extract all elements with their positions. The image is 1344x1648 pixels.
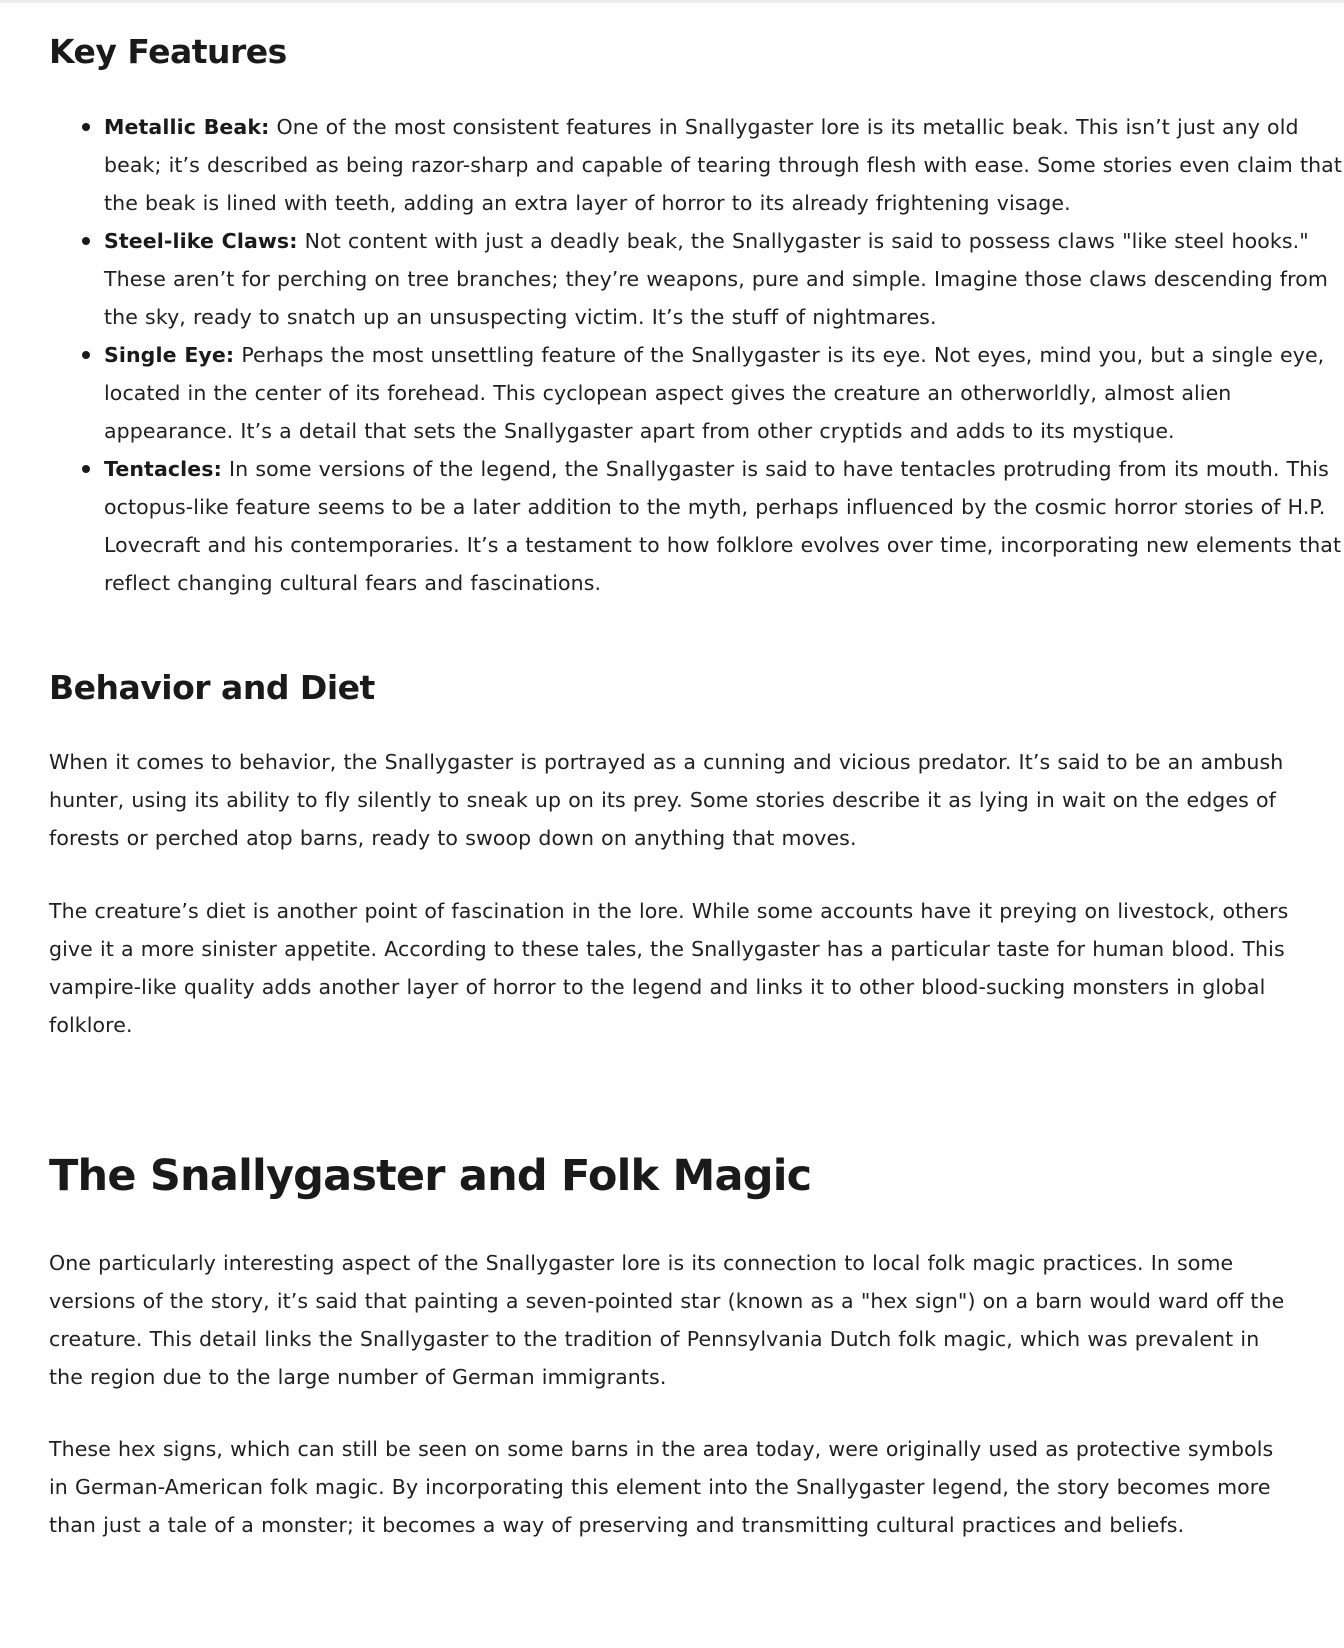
top-divider bbox=[0, 0, 1344, 3]
key-features-heading: Key Features bbox=[49, 32, 287, 71]
feature-description: One of the most consistent features in Snallygaster lore is its metallic beak. This isn’t just any old beak; it’s described as being razor-sharp and capable of tearing through flesh with ease. Some stories even claim that the beak is lined with teeth, adding an extra layer of horror to its already frightening visage. bbox=[104, 115, 1342, 215]
key-features-list bbox=[49, 108, 1344, 602]
list-item bbox=[104, 336, 1344, 450]
behavior-diet-heading: Behavior and Diet bbox=[49, 668, 375, 707]
feature-description: Perhaps the most unsettling feature of the Snallygaster is its eye. Not eyes, mind you, but a single eye, located in the center of its forehead. This cyclopean aspect gives the creature an otherworldly, almost alien appearance. It’s a detail that sets the Snallygaster apart from other cryptids and adds to its mystique. bbox=[104, 343, 1325, 443]
feature-term: Tentacles: bbox=[104, 457, 222, 481]
feature-term: Metallic Beak: bbox=[104, 115, 270, 139]
list-item bbox=[104, 450, 1344, 602]
feature-term: Steel-like Claws: bbox=[104, 229, 298, 253]
list-item bbox=[104, 222, 1344, 336]
folk-magic-paragraph: One particularly interesting aspect of the Snallygaster lore is its connection to local folk magic practices. In some versions of the story, it’s said that painting a seven-pointed star (known as a "hex sign") on a barn would ward off the creature. This detail links the Snallygaster to the tradition of Pennsylvania Dutch folk magic, which was prevalent in the region due to the large number of German immigrants. bbox=[49, 1251, 1285, 1389]
folk-magic-heading: The Snallygaster and Folk Magic bbox=[49, 1151, 812, 1201]
hex-signs-paragraph: These hex signs, which can still be seen on some barns in the area today, were originally used as protective symbols in German-American folk magic. By incorporating this element into the Snallygaster legend, the story becomes more than just a tale of a monster; it becomes a way of preserving and transmitting cultural practices and beliefs. bbox=[49, 1437, 1274, 1537]
list-item bbox=[104, 108, 1344, 222]
feature-description: In some versions of the legend, the Snallygaster is said to have tentacles protruding from its mouth. This octopus-like feature seems to be a later addition to the myth, perhaps influenced by the cosmic horror stories of H.P. Lovecraft and his contemporaries. It’s a testament to how folklore evolves over time, incorporating new elements that reflect changing cultural fears and fascinations. bbox=[104, 457, 1342, 595]
feature-description: Not content with just a deadly beak, the Snallygaster is said to possess claws "like steel hooks." These aren’t for perching on tree branches; they’re weapons, pure and simple. Imagine those claws descending from the sky, ready to snatch up an unsuspecting victim. It’s the stuff of nightmares. bbox=[104, 229, 1328, 329]
feature-term: Single Eye: bbox=[104, 343, 235, 367]
diet-paragraph: The creature’s diet is another point of fascination in the lore. While some accounts have it preying on livestock, others give it a more sinister appetite. According to these tales, the Snallygaster has a particular taste for human blood. This vampire-like quality adds another layer of horror to the legend and links it to other blood-sucking monsters in global folklore. bbox=[49, 899, 1289, 1037]
behavior-paragraph: When it comes to behavior, the Snallygaster is portrayed as a cunning and vicious predator. It’s said to be an ambush hunter, using its ability to fly silently to sneak up on its prey. Some stories describe it as lying in wait on the edges of forests or perched atop barns, ready to swoop down on anything that moves. bbox=[49, 750, 1284, 850]
